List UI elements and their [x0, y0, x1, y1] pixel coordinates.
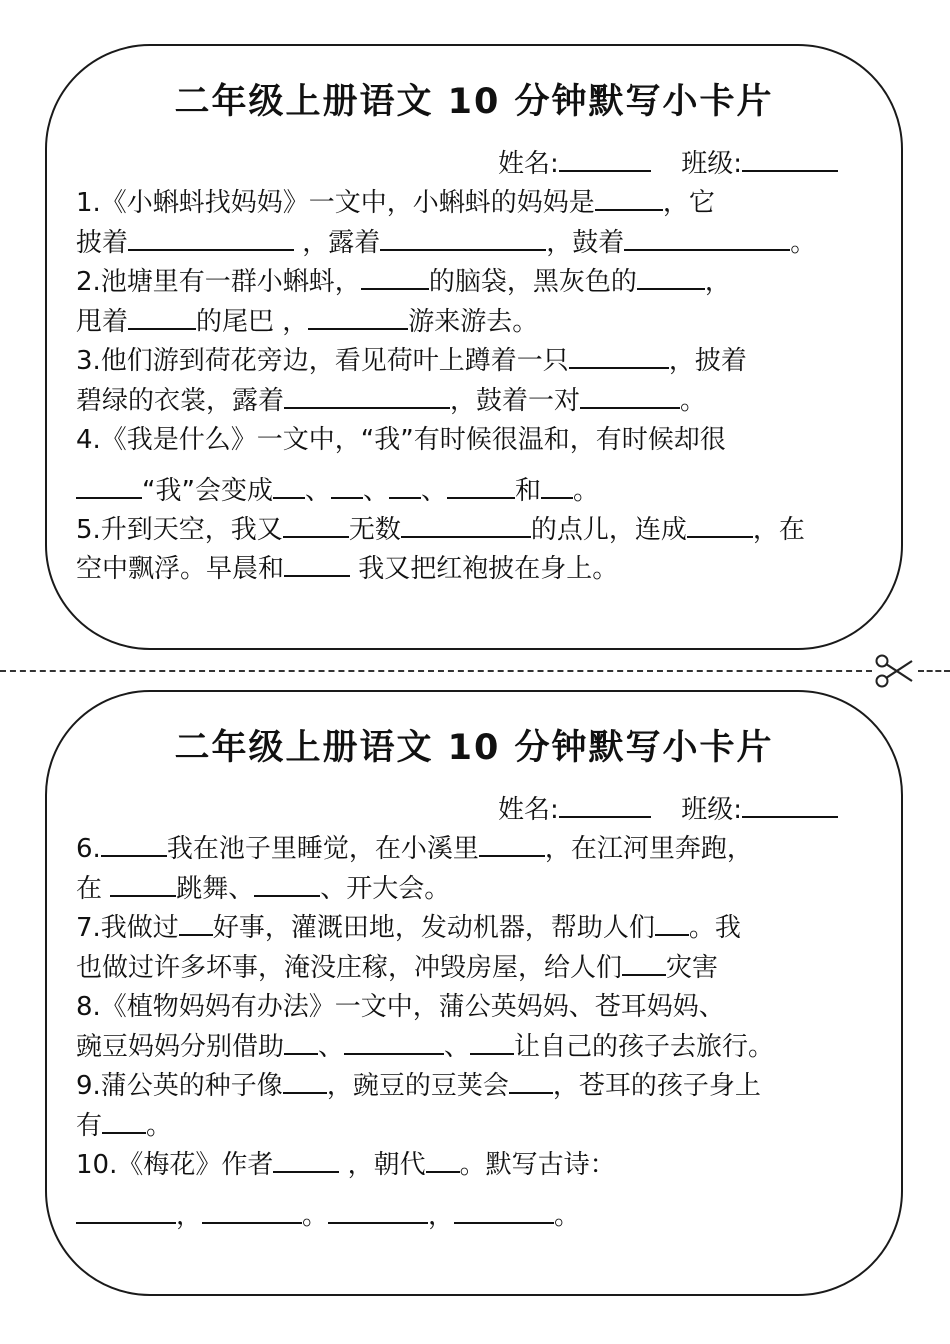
text: 有: [76, 1110, 103, 1141]
answer-blank[interactable]: [101, 835, 167, 857]
text: 也做过许多坏事，淹没庄稼，冲毁房屋，给人们: [76, 952, 623, 983]
text: 、: [362, 475, 389, 506]
text: 、: [420, 475, 447, 506]
text: 5.升到天空，我又: [76, 514, 283, 545]
text: ，它: [662, 188, 715, 218]
text: 豌豆妈妈分别借助: [76, 1031, 285, 1062]
answer-blank[interactable]: [273, 1151, 339, 1173]
student-info: [498, 143, 838, 180]
answer-blank[interactable]: [624, 229, 790, 251]
text: ，鼓着一对: [450, 385, 581, 416]
question-line: [76, 1028, 884, 1068]
question-line: [76, 988, 884, 1028]
text: 10.《梅花》作者: [76, 1150, 274, 1180]
name-blank[interactable]: [559, 798, 651, 818]
poem-blank[interactable]: [202, 1202, 302, 1224]
poem-blank[interactable]: [76, 1202, 176, 1224]
poem-blank[interactable]: [328, 1202, 428, 1224]
student-info: [498, 789, 838, 826]
text: 的点儿，连成: [530, 514, 687, 545]
text: ，露着: [294, 227, 381, 258]
text: 。: [680, 385, 707, 416]
text: 。: [573, 475, 600, 506]
text: ，: [704, 267, 731, 297]
answer-blank[interactable]: [361, 268, 429, 290]
answer-blank[interactable]: [273, 477, 305, 499]
answer-blank[interactable]: [110, 875, 176, 897]
text: ，在江河里奔跑，: [544, 834, 753, 864]
text: ，: [428, 1200, 455, 1231]
text: 空中飘浮。早晨和: [76, 554, 285, 584]
text: 3.他们游到荷花旁边，看见荷叶上蹲着一只: [76, 346, 569, 376]
text: ，鼓着: [546, 227, 625, 258]
answer-blank[interactable]: [595, 189, 663, 211]
class-blank[interactable]: [742, 798, 838, 818]
answer-blank[interactable]: [283, 516, 349, 538]
question-line: [76, 263, 884, 303]
answer-blank[interactable]: [284, 555, 350, 577]
question-line: [76, 1146, 884, 1186]
text: 、: [304, 475, 331, 506]
question-list: [76, 830, 884, 1236]
question-line: [76, 461, 884, 511]
answer-blank[interactable]: [509, 1072, 553, 1094]
answer-blank[interactable]: [426, 1151, 460, 1173]
text: ，苍耳的孩子身上: [552, 1071, 761, 1101]
answer-blank[interactable]: [637, 268, 705, 290]
answer-blank[interactable]: [308, 308, 408, 330]
text: 、开大会。: [320, 873, 451, 904]
answer-blank[interactable]: [479, 835, 545, 857]
text: 、: [318, 1031, 345, 1062]
text: 在: [76, 873, 111, 904]
answer-blank[interactable]: [344, 1033, 444, 1055]
card-title: 二年级上册语文 10 分钟默写小卡片: [174, 728, 774, 768]
answer-blank[interactable]: [622, 954, 666, 976]
answer-blank[interactable]: [580, 387, 680, 409]
question-list: [76, 184, 884, 590]
answer-blank[interactable]: [401, 516, 531, 538]
class-label: 班级:: [681, 149, 742, 179]
text: 我在池子里睡觉，在小溪里: [166, 834, 479, 864]
answer-blank[interactable]: [569, 347, 669, 369]
answer-blank[interactable]: [283, 1072, 327, 1094]
question-line: [76, 830, 884, 870]
text: 碧绿的衣裳，露着: [76, 385, 285, 416]
answer-blank[interactable]: [380, 229, 546, 251]
question-line: [76, 184, 884, 224]
question-line: [76, 550, 884, 590]
text: 的脑袋，黑灰色的: [428, 267, 637, 297]
text: 和: [515, 475, 542, 506]
question-line: [76, 1186, 884, 1236]
text: 8.《植物妈妈有办法》一文中，蒲公英妈妈、苍耳妈妈、: [76, 992, 725, 1022]
name-blank[interactable]: [559, 152, 651, 172]
text: 无数: [348, 514, 401, 545]
text: ，在: [752, 514, 805, 545]
text: ，披着: [668, 346, 747, 376]
answer-blank[interactable]: [128, 229, 294, 251]
text: 7.我做过: [76, 913, 179, 943]
answer-blank[interactable]: [284, 387, 450, 409]
text: 我又把红袍披在身上。: [350, 554, 619, 584]
text: 跳舞、: [176, 873, 255, 904]
answer-blank[interactable]: [447, 477, 515, 499]
question-line: [76, 511, 884, 551]
text: 4.《我是什么》一文中，“我”有时候很温和，有时候却很: [76, 425, 726, 455]
text: 6.: [76, 834, 101, 864]
question-line: [76, 1107, 884, 1147]
text: 。: [146, 1110, 173, 1141]
class-label: 班级:: [681, 795, 742, 825]
text: 。默写古诗：: [459, 1150, 616, 1180]
answer-blank[interactable]: [541, 477, 573, 499]
cut-line: [918, 670, 950, 672]
question-line: [76, 949, 884, 989]
answer-blank[interactable]: [389, 477, 421, 499]
text: 。我: [688, 913, 741, 943]
text: ，朝代: [339, 1150, 426, 1180]
poem-blank[interactable]: [454, 1202, 554, 1224]
question-line: [76, 382, 884, 422]
text: “我”会变成: [142, 475, 273, 506]
question-line: [76, 870, 884, 910]
question-line: [76, 1067, 884, 1107]
text: 2.池塘里有一群小蝌蚪，: [76, 267, 361, 297]
text: 让自己的孩子去旅行。: [514, 1031, 775, 1062]
text: 甩着: [76, 306, 129, 337]
answer-blank[interactable]: [76, 477, 142, 499]
answer-blank[interactable]: [179, 914, 213, 936]
answer-blank[interactable]: [470, 1033, 514, 1055]
question-line: [76, 303, 884, 343]
text: 的尾巴 ，: [196, 306, 309, 337]
answer-blank[interactable]: [687, 516, 753, 538]
question-line: [76, 224, 884, 264]
scissors-icon: [874, 654, 916, 688]
name-label: 姓名:: [497, 795, 559, 825]
dictation-card-2: [45, 690, 903, 1296]
dictation-card-1: [45, 44, 903, 650]
text: 。: [302, 1200, 329, 1231]
text: 游来游去。: [408, 306, 539, 337]
text: 披着: [76, 227, 129, 258]
text: 。: [790, 227, 817, 258]
answer-blank[interactable]: [102, 1112, 146, 1134]
question-line: [76, 909, 884, 949]
question-line: [76, 342, 884, 382]
text: 好事，灌溉田地，发动机器，帮助人们: [212, 913, 655, 943]
answer-blank[interactable]: [284, 1033, 318, 1055]
answer-blank[interactable]: [254, 875, 320, 897]
question-line: [76, 421, 884, 461]
text: 9.蒲公英的种子像: [76, 1071, 283, 1101]
cut-line: [0, 670, 872, 672]
name-label: 姓名:: [497, 149, 559, 179]
card-title: 二年级上册语文 10 分钟默写小卡片: [174, 82, 774, 122]
text: ，豌豆的豆荚会: [326, 1071, 509, 1101]
class-blank[interactable]: [742, 152, 838, 172]
text: 、: [444, 1031, 471, 1062]
text: 。: [554, 1200, 581, 1231]
text: 1.《小蝌蚪找妈妈》一文中，小蝌蚪的妈妈是: [76, 188, 595, 218]
answer-blank[interactable]: [655, 914, 689, 936]
text: ，: [176, 1200, 203, 1231]
text: 灾害: [666, 952, 719, 983]
answer-blank[interactable]: [128, 308, 196, 330]
answer-blank[interactable]: [331, 477, 363, 499]
